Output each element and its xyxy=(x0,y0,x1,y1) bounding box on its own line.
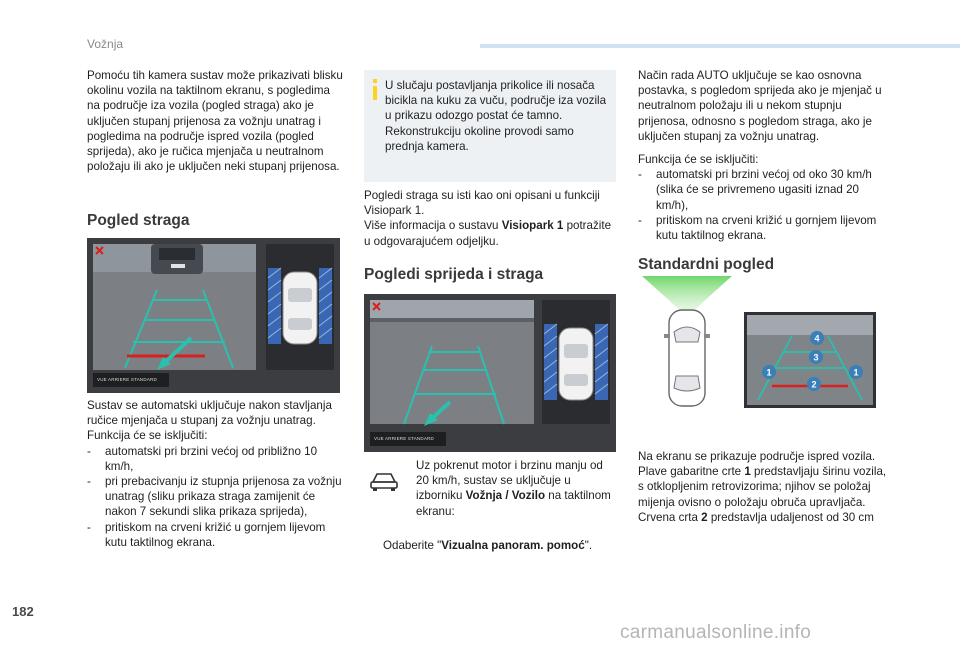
intro-paragraph: Pomoću tih kamera sustav može prikazivati blisku okolinu vozila na taktilnom ekranu, s pogledima na područje iza vozila (pogled straga) ako je uključen stupanj prijenosa za vožnju unatrag i pogledima na područje ispred vozila (pogled sprijeda), ako je ručica mjenjača u neutralnom položaju ili ako je uključen neki stupanj prijenosa. xyxy=(87,69,343,174)
section-title: Vožnja xyxy=(87,37,124,51)
off-label: Funkcija će se isključiti: xyxy=(638,153,759,167)
rear-view-illustration xyxy=(87,238,340,393)
more-info-text: Više informacija o sustavu Visiopark 1 potražite u odgovarajućem odjeljku. xyxy=(364,219,612,248)
front-camera-diagram xyxy=(636,276,736,418)
svg-text:1: 1 xyxy=(853,367,859,378)
select-step: Odaberite "Vizualna panoram. pomoć". xyxy=(383,539,593,552)
col2-para xyxy=(364,188,616,249)
svg-text:1: 1 xyxy=(766,367,772,378)
list-item: - automatski pri brzini većoj od približno 10 km/h, xyxy=(87,444,345,474)
svg-text:2: 2 xyxy=(811,379,817,390)
col3-body xyxy=(638,68,888,243)
screen-area-text: Na ekranu se prikazuje područje ispred vozila. xyxy=(638,450,876,463)
heading-standard-view: Standardni pogled xyxy=(638,256,775,273)
figure-caption: VUE ARRIERE STANDARD xyxy=(370,432,446,446)
info-icon xyxy=(371,79,379,99)
svg-text:4: 4 xyxy=(814,333,820,344)
rear-view-figure xyxy=(87,238,340,393)
auto-mode-text: Način rada AUTO uključuje se kao osnovna postavka, s pogledom sprijeda ako je mjenjač u neutralnom položaju ili u nekom stupnju prijenosa, odnosno s pogledom straga, ako je uključen stupanj za vožnju unatrag. xyxy=(638,69,882,143)
car-topview-icon xyxy=(559,328,593,400)
list-item: - automatski pri brzini većoj od oko 30 km/h (slika će se privremeno ugasiti iznad 20 km/h), xyxy=(638,167,888,213)
list-item: - pri prebacivanju iz stupnja prijenosa za vožnju unatrag (sliku prikaza straga zamijenit će nakon 7 sekundi slika prikaza sprijeda), xyxy=(87,474,345,520)
col1-body xyxy=(87,398,345,550)
blue-lines-text: Plave gabaritne crte 1 predstavljaju širinu vozila, s otklopljenim retrovizorima; njihov se položaj mijenja ovisno o položaju obruča upravljača. xyxy=(638,465,887,509)
auto-on-text: Sustav se automatski uključuje nakon stavljanja ručice mjenjača u stupanj za vožnju unatrag. xyxy=(87,399,332,428)
col3-description xyxy=(638,449,888,525)
header-bar xyxy=(480,44,960,48)
svg-text:3: 3 xyxy=(813,352,819,363)
page-number: 182 xyxy=(12,604,34,619)
car-topview-icon xyxy=(669,310,705,406)
red-line-text: Crvena crta 2 predstavlja udaljenost od 30 cm xyxy=(638,510,874,524)
watermark: carmanualsonline.info xyxy=(620,622,812,643)
list-item: - pritiskom na crveni križić u gornjem lijevom kutu taktilnog ekrana. xyxy=(87,520,345,550)
visiopark-text: Pogledi straga su isti kao oni opisani u funkciji Visiopark 1. xyxy=(364,189,600,218)
standard-view-screen xyxy=(744,312,876,408)
heading-front-rear: Pogledi sprijeda i straga xyxy=(364,266,544,283)
front-view-figure xyxy=(364,294,616,452)
heading-pogled-straga: Pogled straga xyxy=(87,212,190,229)
figure-caption: VUE ARRIERE STANDARD xyxy=(93,373,169,387)
info-note-text: U slučaju postavljanja prikolice ili nosača bicikla na kuku za vuču, područje iza vozila u prikazu odozgo postat će tamno. Rekonstrukciju okoline provodi samo prednja kamera. xyxy=(385,79,607,153)
off-list xyxy=(638,167,888,243)
off-label: Funkcija će se isključiti: xyxy=(87,429,208,443)
info-note xyxy=(364,70,616,182)
car-text: Uz pokrenut motor i brzinu manju od 20 km/h, sustav se uključuje u izborniku Vožnja / Vozilo na taktilnom ekranu: xyxy=(416,459,611,518)
car-topview-icon xyxy=(283,272,317,344)
list-item: - pritiskom na crveni križić u gornjem lijevom kutu taktilnog ekrana. xyxy=(638,213,888,243)
camera-field-icon xyxy=(642,276,732,312)
car-icon xyxy=(368,470,400,492)
front-view-illustration xyxy=(364,294,616,452)
off-list xyxy=(87,444,345,550)
